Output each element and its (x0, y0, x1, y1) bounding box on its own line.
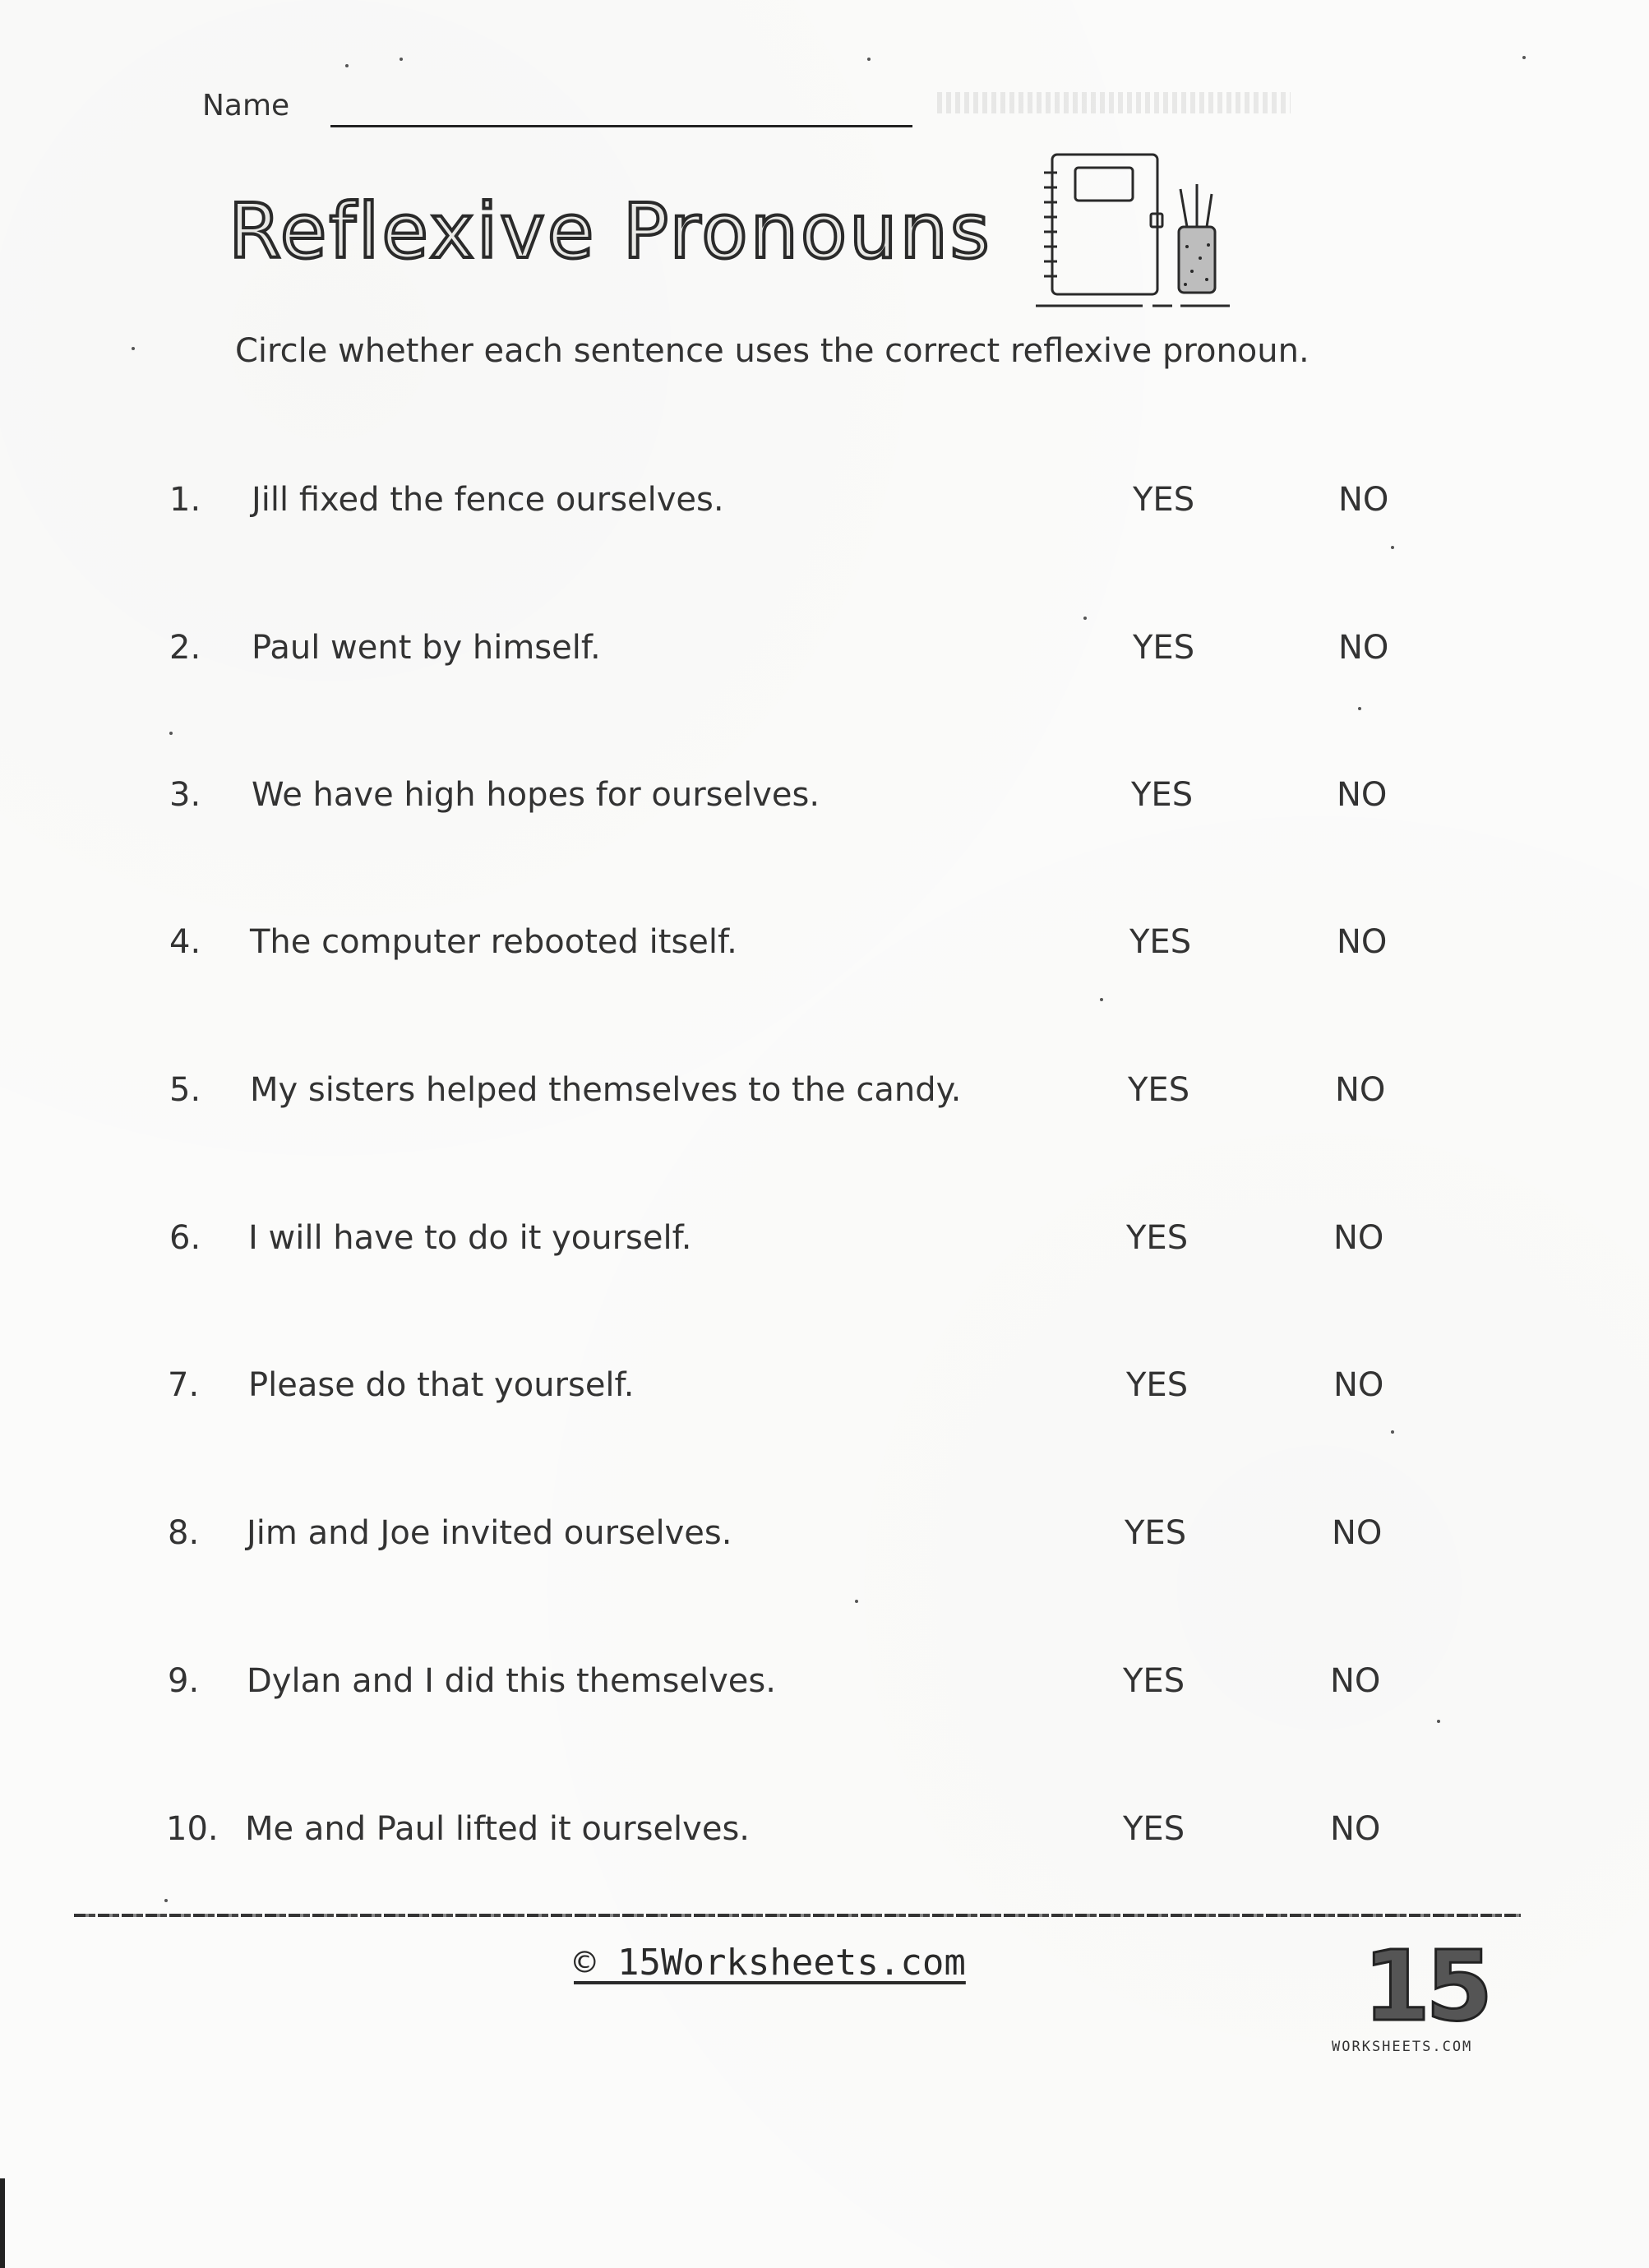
name-label: Name (202, 89, 290, 122)
question-number: 5. (169, 1071, 201, 1109)
answer-no[interactable]: NO (1330, 1810, 1381, 1848)
scan-speck (1391, 1430, 1394, 1434)
question-number: 1. (169, 481, 201, 519)
scan-speck (164, 1899, 168, 1902)
question-row (0, 776, 1649, 834)
question-text: Paul went by himself. (252, 629, 601, 667)
answer-no[interactable]: NO (1333, 1366, 1384, 1404)
answer-no[interactable]: NO (1330, 1662, 1381, 1700)
site-logo (1323, 1929, 1504, 2060)
scan-speck (1083, 617, 1087, 620)
question-row (0, 1810, 1649, 1868)
answer-yes[interactable]: YES (1123, 1662, 1185, 1700)
question-row (0, 1219, 1649, 1277)
question-number: 10. (166, 1810, 219, 1848)
answer-yes[interactable]: YES (1125, 1514, 1187, 1552)
answer-yes[interactable]: YES (1128, 1071, 1190, 1109)
answer-no[interactable]: NO (1335, 1071, 1386, 1109)
answer-yes[interactable]: YES (1123, 1810, 1185, 1848)
question-row (0, 481, 1649, 538)
answer-yes[interactable]: YES (1133, 481, 1195, 519)
scan-speck (1358, 707, 1361, 710)
instructions: Circle whether each sentence uses the correct reflexive pronoun. (235, 332, 1310, 370)
answer-yes[interactable]: YES (1129, 923, 1192, 961)
name-line (330, 125, 912, 127)
copyright-link[interactable]: © 15Worksheets.com (574, 1942, 966, 1984)
question-text: We have high hopes for ourselves. (252, 776, 820, 814)
question-number: 3. (169, 776, 201, 814)
answer-yes[interactable]: YES (1133, 629, 1195, 667)
page-title: Reflexive Pronouns (229, 187, 992, 275)
scan-speck (1100, 998, 1103, 1001)
scan-edge-shadow (0, 2178, 5, 2268)
scan-speck (1391, 546, 1394, 549)
logo-text: WORKSHEETS.COM (1332, 2039, 1473, 2055)
scan-speck (1437, 1720, 1440, 1723)
question-row (0, 629, 1649, 686)
answer-no[interactable]: NO (1338, 629, 1389, 667)
question-number: 2. (169, 629, 201, 667)
answer-no[interactable]: NO (1337, 923, 1388, 961)
question-number: 4. (169, 923, 201, 961)
answer-no[interactable]: NO (1337, 776, 1388, 814)
question-row (0, 1662, 1649, 1720)
answer-no[interactable]: NO (1333, 1219, 1384, 1257)
answer-yes[interactable]: YES (1126, 1366, 1189, 1404)
question-number: 8. (168, 1514, 200, 1552)
question-number: 9. (168, 1662, 200, 1700)
scan-speck (400, 58, 403, 61)
logo-number: 15 (1363, 1929, 1489, 2043)
question-text: Please do that yourself. (248, 1366, 635, 1404)
question-text: Me and Paul lifted it ourselves. (245, 1810, 751, 1848)
scan-speck (855, 1600, 858, 1603)
scan-speck (1522, 56, 1526, 59)
question-number: 7. (168, 1366, 200, 1404)
question-row (0, 1071, 1649, 1129)
answer-no[interactable]: NO (1338, 481, 1389, 519)
scan-speck (345, 64, 349, 67)
question-text: My sisters helped themselves to the candy. (250, 1071, 962, 1109)
question-text: The computer rebooted itself. (250, 923, 737, 961)
answer-no[interactable]: NO (1332, 1514, 1383, 1552)
question-text: Jill fixed the fence ourselves. (252, 481, 724, 519)
scan-speck (132, 347, 135, 350)
question-row (0, 1514, 1649, 1572)
answer-yes[interactable]: YES (1126, 1219, 1189, 1257)
question-text: I will have to do it yourself. (248, 1219, 692, 1257)
question-row (0, 1366, 1649, 1424)
scan-speck (867, 58, 871, 61)
question-row (0, 923, 1649, 981)
question-text: Jim and Joe invited ourselves. (247, 1514, 732, 1552)
notebook-and-pencil-cup-icon (1011, 148, 1241, 312)
answer-yes[interactable]: YES (1131, 776, 1194, 814)
footer-divider (74, 1914, 1521, 1917)
question-number: 6. (169, 1219, 201, 1257)
scan-speck (169, 732, 173, 735)
faded-scan-text (937, 92, 1291, 113)
question-text: Dylan and I did this themselves. (247, 1662, 776, 1700)
